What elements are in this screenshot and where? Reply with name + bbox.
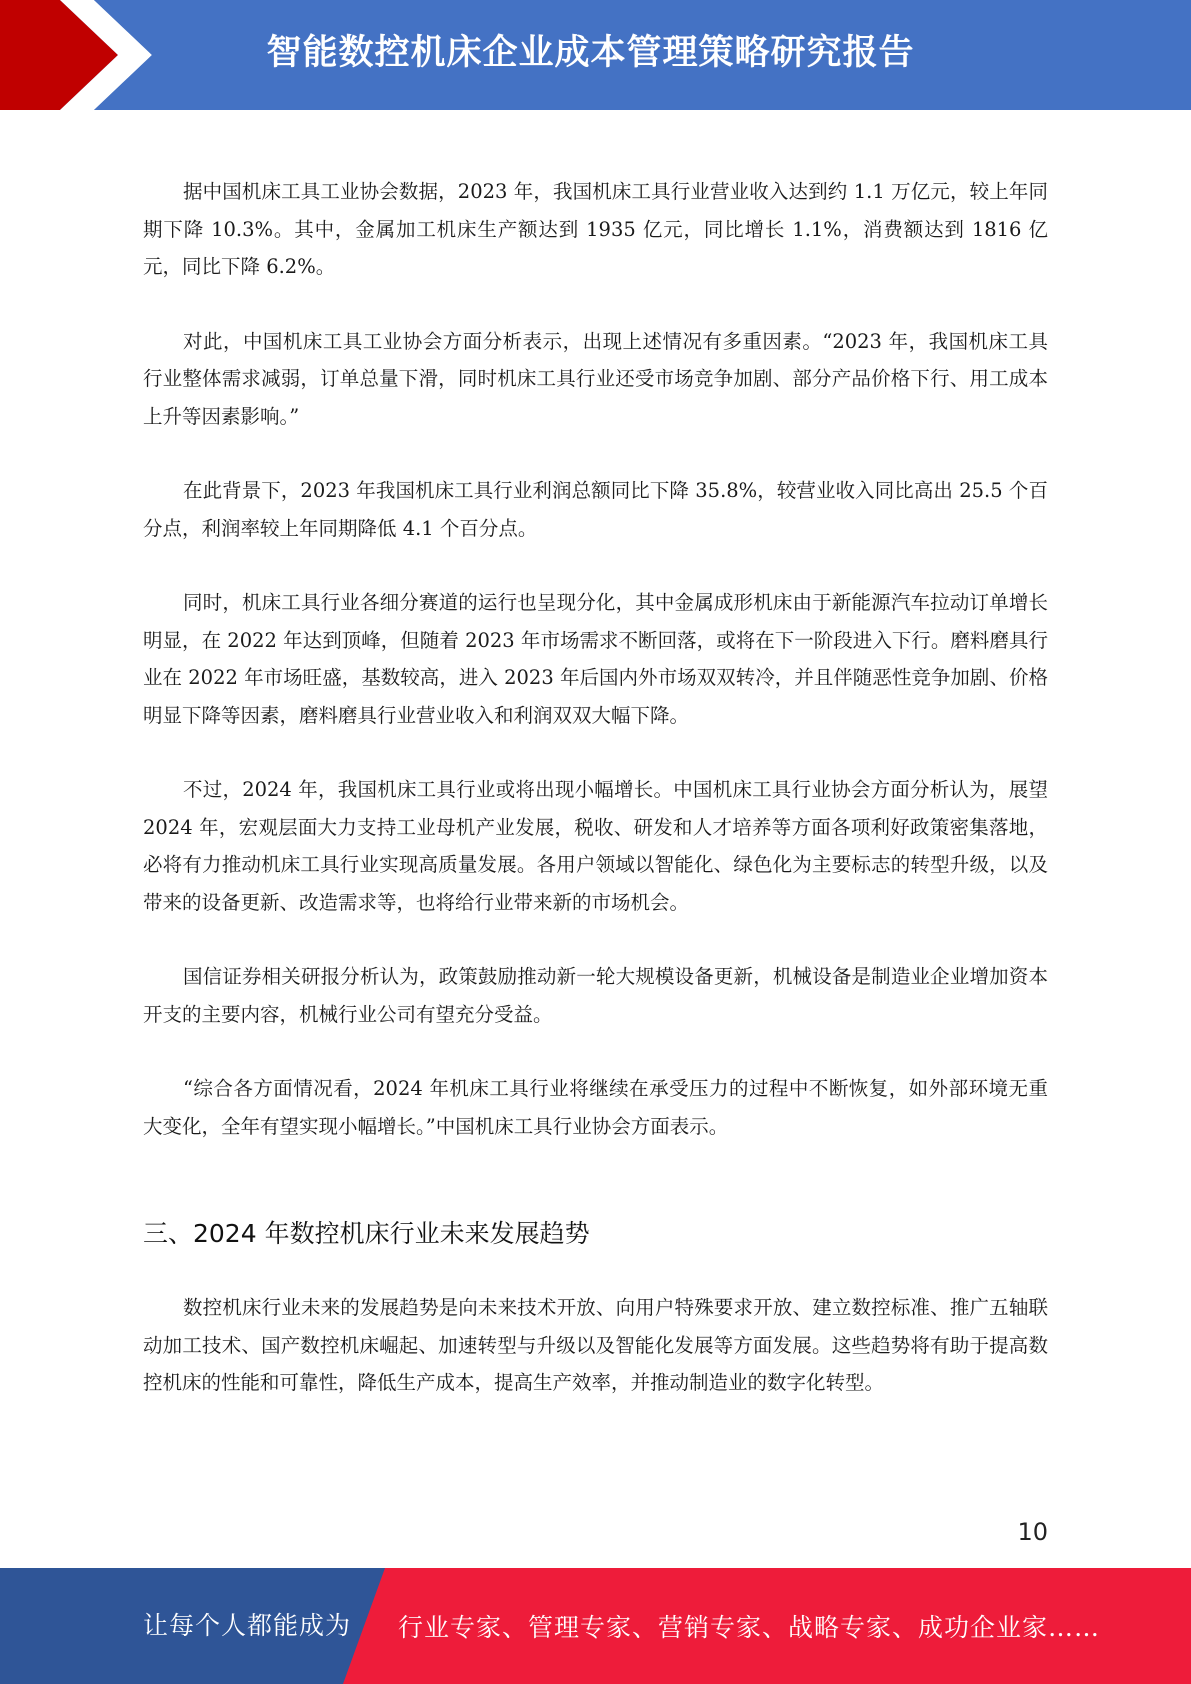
footer-slogan-right: 行业专家、管理专家、营销专家、战略专家、成功企业家…… [398,1613,1101,1642]
section-heading: 三、2024 年数控机床行业未来发展趋势 [143,1219,590,1248]
paragraph: 在此背景下，2023 年我国机床工具行业利润总额同比下降 35.8%，较营业收入同比高出 25.5 个百分点，利润率较上年同期降低 4.1 个百分点。 [143,479,1048,540]
footer-slogan-left: 让每个人都能成为 [143,1611,352,1640]
paragraph: 同时，机床工具行业各细分赛道的运行也呈现分化，其中金属成形机床由于新能源汽车拉动订单增长明显，在 2022 年达到顶峰，但随着 2023 年市场需求不断回落，或将在下一阶段进入下行。磨料磨具行业在 2022 年市场旺盛，基数较高，进入 2023 年后国内外市场双双转冷，并且伴随恶性竞争加剧、价格明显下降等因素，磨料磨具行业营业收入和利润双双大幅下降。 [143,591,1048,727]
paragraph: 据中国机床工具工业协会数据，2023 年，我国机床工具行业营业收入达到约 1.1 万亿元，较上年同期下降 10.3%。其中，金属加工机床生产额达到 1935 亿元，同比增长 1.1%，消费额达到 1816 亿元，同比下降 6.2%。 [143,180,1048,278]
paragraph: 国信证券相关研报分析认为，政策鼓励推动新一轮大规模设备更新，机械设备是制造业企业增加资本开支的主要内容，机械行业公司有望充分受益。 [143,965,1048,1026]
header-banner [0,0,1191,110]
page-number: 10 [1017,1518,1048,1546]
paragraph: 对此，中国机床工具工业协会方面分析表示，出现上述情况有多重因素。“2023 年，我国机床工具行业整体需求减弱，订单总量下滑，同时机床工具行业还受市场竞争加剧、部分产品价格下行、用工成本上升等因素影响。” [143,329,1048,428]
report-title: 智能数控机床企业成本管理策略研究报告 [266,33,915,73]
paragraph: 不过，2024 年，我国机床工具行业或将出现小幅增长。中国机床工具行业协会方面分析认为，展望 2024 年，宏观层面大力支持工业母机产业发展，税收、研发和人才培养等方面各项利好政策密集落地，必将有力推动机床工具行业实现高质量发展。各用户领域以智能化、绿色化为主要标志的转型升级，以及带来的设备更新、改造需求等，也将给行业带来新的市场机会。 [143,778,1048,914]
paragraph: “综合各方面情况看，2024 年机床工具行业将继续在承受压力的过程中不断恢复，如外部环境无重大变化，全年有望实现小幅增长。”中国机床工具行业协会方面表示。 [143,1077,1048,1138]
footer-banner [0,1568,1191,1684]
document-body [143,173,1048,1439]
section-paragraph: 数控机床行业未来的发展趋势是向未来技术开放、向用户特殊要求开放、建立数控标准、推广五轴联动加工技术、国产数控机床崛起、加速转型与升级以及智能化发展等方面发展。这些趋势将有助于提高数控机床的性能和可靠性，降低生产成本，提高生产效率，并推动制造业的数字化转型。 [143,1296,1048,1394]
red-chevron-decoration [0,0,160,110]
